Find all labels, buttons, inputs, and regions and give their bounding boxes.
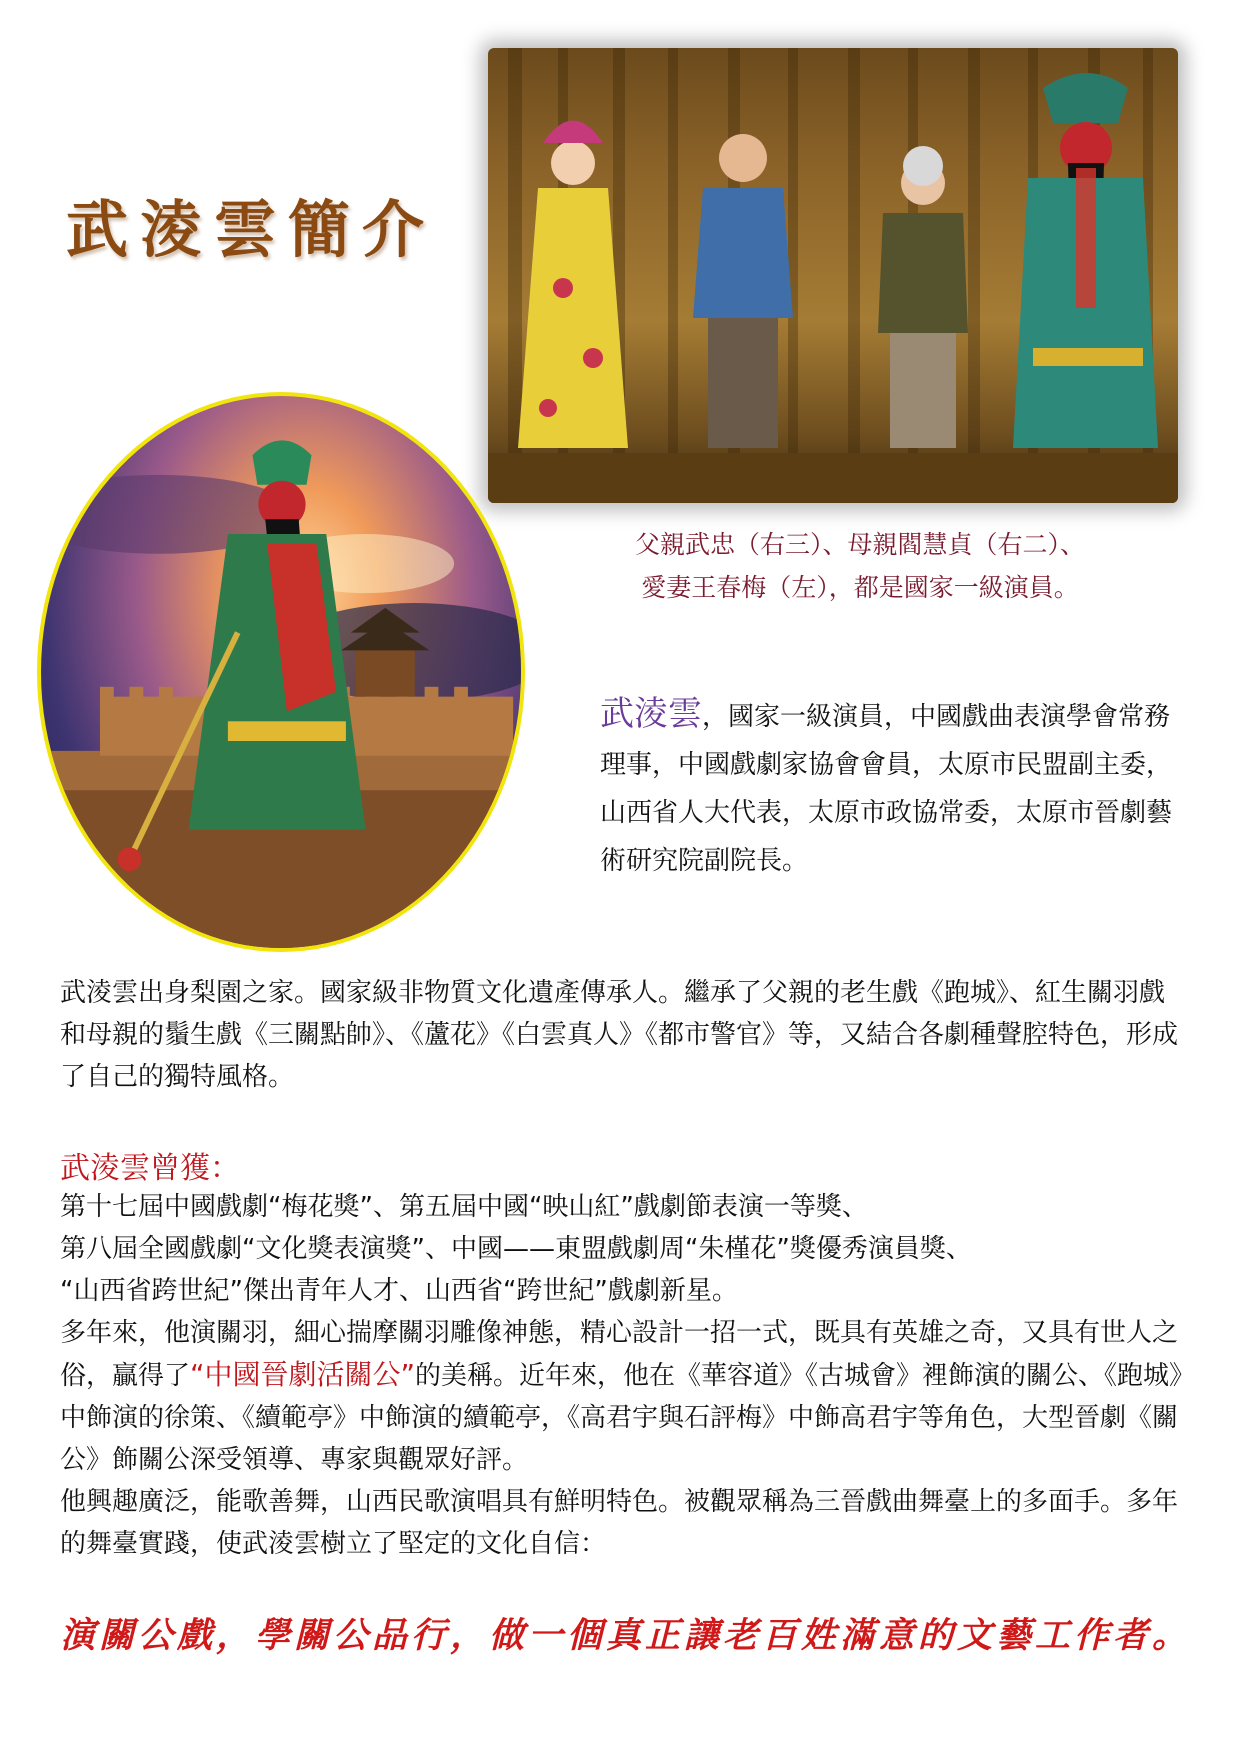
mother-olive-shirt [878, 146, 968, 448]
title-highlight: “中國晉劇活關公” [190, 1358, 416, 1391]
awards-and-career [60, 1186, 1190, 1565]
award-line: 第八屆全國戲劇“文化獎表演獎”、中國——東盟戲劇周“朱槿花”獎優秀演員獎、 [60, 1234, 972, 1264]
career-text-before: 多年來，他演關羽，細心揣摩關羽雕像神態，精心設計一招一式，既具有英雄之奇，又具有世人之俗，贏得了 [60, 1318, 1179, 1391]
photo-caption-line: 愛妻王春梅（左），都是國家一級演員。 [641, 573, 1079, 602]
photo-caption [560, 523, 1160, 609]
family-stage-photo [488, 48, 1178, 503]
intro-paragraph [600, 690, 1185, 885]
stage-photo-illustration [488, 48, 1178, 503]
intro-text: ，國家一級演員，中國戲曲表演學會常務理事，中國戲劇家協會會員，太原市民盟副主委，山西省人大代表，太原市政協常委，太原市晉劇藝術研究院副院長。 [600, 702, 1173, 876]
photo-caption-line: 父親武忠（右三）、母親閻慧貞（右二）、 [634, 530, 1085, 559]
performer-yellow-costume [518, 121, 628, 449]
guan-gong-portrait-oval [37, 392, 525, 952]
career-paragraph [60, 1312, 1190, 1481]
motto-quote: 演關公戲，學關公品行，做一個真正讓老百姓滿意的文藝工作者。 [60, 1615, 1192, 1656]
career-text-after: 的美稱。近年來，他在《華容道》《古城會》裡飾演的關公、《跑城》中飾演的徐策、《續範亭》中飾演的續範亭，《高君宇與石評梅》中飾高君宇等角色，大型晉劇《關公》飾關公深受領導、專家與觀眾好評。 [60, 1361, 1183, 1475]
awards-heading: 武淩雲曾獲： [60, 1151, 240, 1186]
award-line: 第十七屆中國戲劇“梅花獎”、第五屆中國“映山紅”戲劇節表演一等獎、 [60, 1192, 868, 1222]
award-line: “山西省跨世紀”傑出青年人才、山西省“跨世紀”戲劇新星。 [60, 1276, 738, 1306]
father-blue-shirt [693, 134, 793, 448]
interests-paragraph: 他興趣廣泛，能歌善舞，山西民歌演唱具有鮮明特色。被觀眾稱為三晉戲曲舞臺上的多面手。多年的舞臺實踐，使武淩雲樹立了堅定的文化自信： [60, 1487, 1179, 1559]
intro-name: 武淩雲 [600, 694, 702, 734]
biography-paragraph: 武淩雲出身梨園之家。國家級非物質文化遺產傳承人。繼承了父親的老生戲《跑城》、紅生關羽戲和母親的鬚生戲《三關點帥》、《蘆花》《白雲真人》《都市警官》等，又結合各劇種聲腔特色，形成了自己的獨特風格。 [60, 978, 1179, 1092]
portrait-illustration [41, 396, 521, 948]
page-title: 武淩雲簡介 [66, 193, 437, 266]
